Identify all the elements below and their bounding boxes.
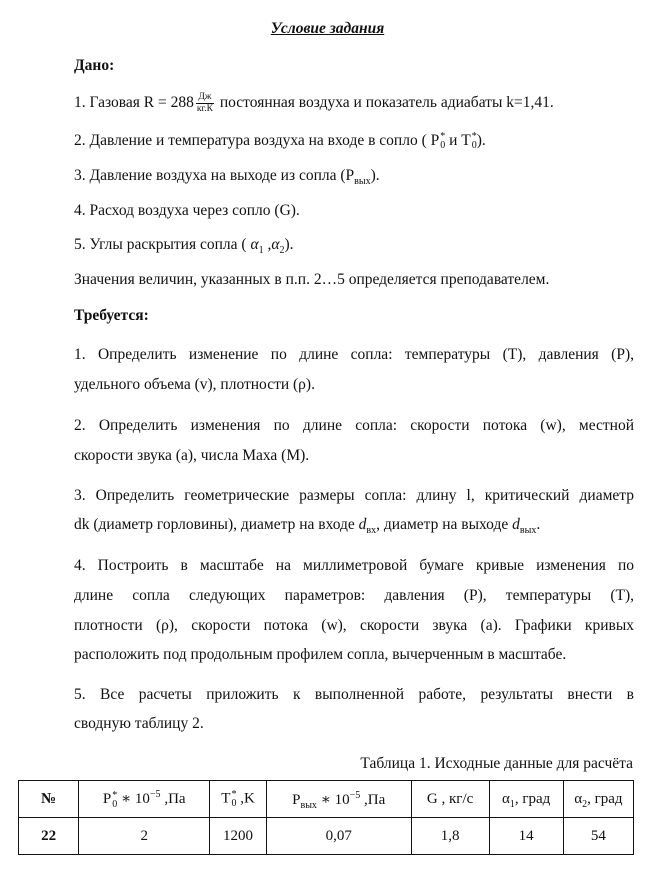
required-5-line-1: 5. Все расчеты приложить к выполненной работе, результаты внести в [74, 686, 634, 703]
cell-g: 1,8 [411, 818, 489, 855]
unit-fraction [196, 92, 214, 115]
d-in-sub: вх [366, 525, 377, 537]
cell-alpha1: 14 [489, 818, 563, 855]
given-item-4: 4. Расход воздуха через сопло (G). [74, 202, 300, 219]
header-pout-rest: ∗ 10 [316, 791, 350, 808]
header-pout-base: P [292, 791, 301, 808]
required-2-line-2: скорости звука (a), числа Маха (M). [74, 447, 310, 464]
header-p0-exp: −5 [149, 789, 161, 801]
header-pout-unit: ,Па [360, 791, 386, 808]
required-5-line-2: сводную таблицу 2. [74, 715, 204, 732]
cell-number: 22 [19, 818, 79, 855]
unit-denominator: кг.К [196, 104, 213, 114]
d-out-sub: вых [519, 525, 537, 537]
header-t0-sup: * [231, 789, 237, 800]
t0-symbol [461, 131, 477, 152]
header-pout-exp: −5 [349, 789, 361, 801]
given-item-3 [74, 167, 634, 188]
header-p0-sub: 0 [112, 798, 118, 810]
cell-p-out: 0,07 [266, 818, 411, 855]
given-item-2-and: и [449, 132, 458, 149]
header-t0-unit: ,K [236, 790, 255, 807]
header-alpha2 [563, 781, 633, 818]
given-item-3-sub: вых [354, 176, 371, 188]
given-item-2 [74, 132, 634, 150]
given-note: Значения величин, указанных в п.п. 2…5 определяется преподавателем. [74, 271, 550, 288]
header-alpha2-sub: 2 [582, 798, 588, 810]
header-alpha1-sub: 1 [509, 798, 515, 810]
required-3-line-2-prefix: dk (диаметр горловины), диаметр на входе [74, 516, 355, 533]
given-item-5-suffix: ). [284, 236, 294, 253]
required-4-line-3: плотности (ρ), скорости потока (w), скорости звука (a). Графики кривых [74, 617, 634, 634]
required-3-line-2 [74, 516, 634, 537]
alpha1-letter: α [250, 236, 259, 253]
p0-indices [440, 132, 445, 150]
required-3-line-1: 3. Определить геометрические размеры сопла: длину l, критический диаметр [74, 487, 634, 504]
t0-sub: 0 [471, 140, 477, 152]
required-heading: Требуется: [74, 307, 149, 324]
required-4-line-4: расположить под продольным профилем сопла, вычерченным в масштабе. [74, 646, 567, 663]
given-item-2-prefix: 2. Давление и температура воздуха на входе в сопло ( [74, 132, 427, 149]
header-p-out [266, 781, 411, 818]
p0-sup: * [440, 131, 446, 143]
required-2-line-1: 2. Определить изменения по длине сопла: скорости потока (w), местной [74, 417, 634, 434]
p0-sub: 0 [440, 140, 446, 152]
header-p0-unit: ,Па [160, 791, 186, 808]
cell-alpha2: 54 [563, 818, 633, 855]
t0-sup: * [471, 131, 477, 143]
required-4-line-1: 4. Построить в масштабе на миллиметровой бумаге кривые изменения по [74, 557, 634, 574]
table-caption: Таблица 1. Исходные данные для расчёта [360, 755, 633, 772]
cell-t0: 1200 [210, 818, 267, 855]
given-item-1 [74, 92, 634, 115]
page-title: Условие задания [270, 20, 385, 37]
p0-symbol [430, 131, 446, 152]
table-row [19, 818, 634, 855]
header-t0-base: T [221, 790, 231, 807]
header-alpha1-unit: , град [514, 790, 551, 807]
header-p0-base: P [102, 791, 112, 808]
header-p0-sup: * [112, 789, 118, 801]
header-alpha1-base: α [501, 790, 510, 807]
required-3-line-2-suffix: . [536, 516, 541, 533]
header-alpha2-base: α [574, 790, 583, 807]
required-1-line-2: удельного объема (v), плотности (ρ). [74, 376, 315, 393]
required-1-line-1: 1. Определить изменение по длине сопла: температуры (T), давления (P), [74, 346, 634, 363]
required-3-line-2-mid: , диаметр на выходе [376, 516, 509, 533]
d-in-letter: d [358, 516, 367, 533]
given-item-5-prefix: 5. Углы раскрытия сопла ( [74, 236, 247, 253]
header-alpha2-unit: , град [587, 790, 623, 807]
input-data-table [18, 780, 634, 855]
alpha1-sub: 1 [258, 245, 264, 257]
header-p0 [79, 781, 210, 818]
header-number: № [19, 781, 79, 818]
given-item-3-suffix: ). [370, 167, 380, 184]
p-letter: P [430, 132, 440, 149]
header-g: G , кг/с [411, 781, 489, 818]
alpha2-letter: α [271, 236, 280, 253]
given-item-1-prefix: 1. Газовая R = 288 [74, 94, 194, 112]
d-out-letter: d [512, 516, 520, 533]
table-header-row [19, 781, 634, 818]
given-item-2-suffix: ). [476, 132, 486, 149]
given-item-5 [74, 236, 634, 257]
required-4-line-2: длине сопла следующих параметров: давления (P), температуры (T), [74, 587, 634, 604]
header-t0 [210, 781, 267, 818]
header-t0-sub: 0 [231, 798, 237, 809]
unit-numerator: Дж [196, 92, 214, 104]
header-p0-rest: ∗ 10 [117, 791, 150, 808]
given-item-3-prefix: 3. Давление воздуха на выходе из сопла (P [74, 167, 355, 184]
alpha-separator: , [263, 236, 272, 253]
cell-p0: 2 [79, 818, 210, 855]
header-pout-sub: вых [300, 799, 317, 811]
alpha2-sub: 2 [279, 245, 285, 257]
given-heading: Дано: [74, 57, 115, 74]
header-alpha1 [489, 781, 563, 818]
given-item-1-suffix: постоянная воздуха и показатель адиабаты k=1,41. [219, 94, 554, 112]
t-letter: T [461, 132, 471, 149]
